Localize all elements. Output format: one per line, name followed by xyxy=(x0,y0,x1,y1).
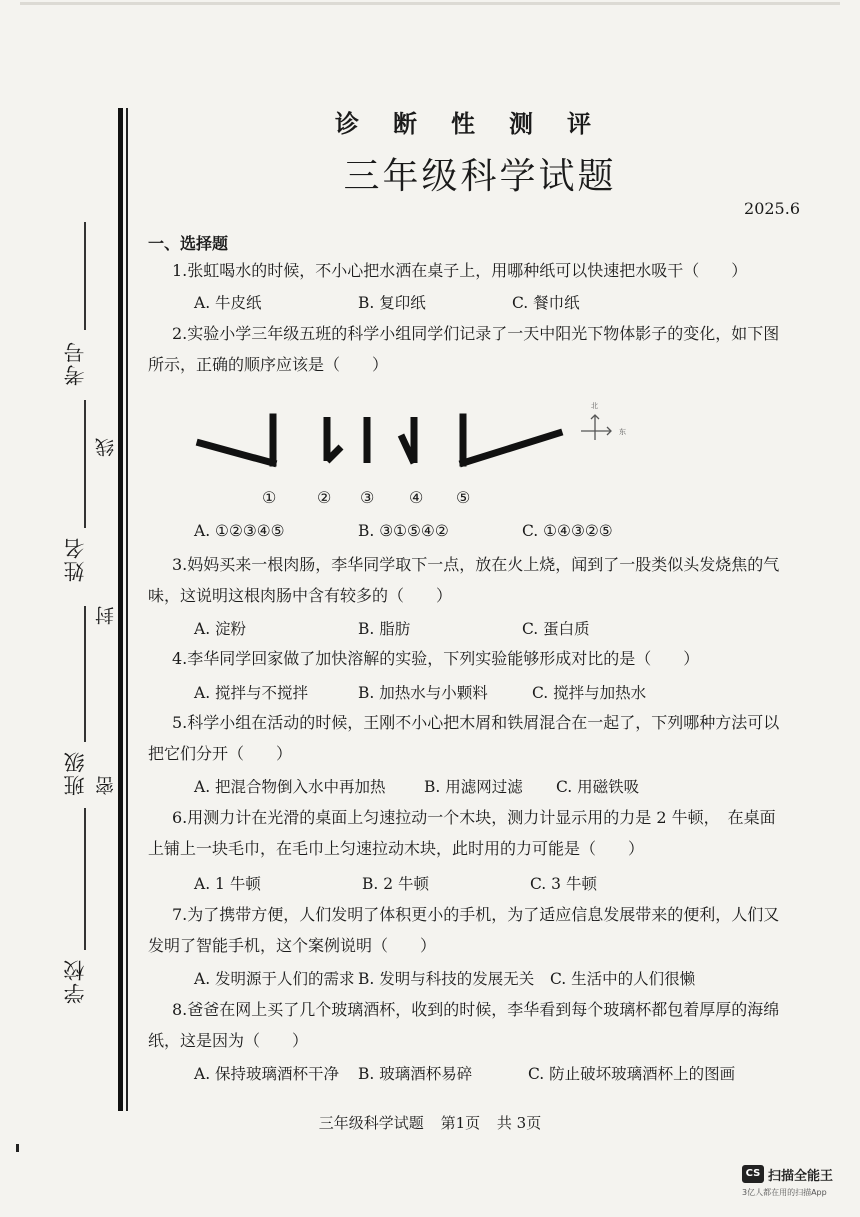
figure-label-2: ② xyxy=(317,488,332,507)
option-c: C. 3 牛顿 xyxy=(530,875,597,893)
option-b: B. 玻璃酒杯易碎 xyxy=(358,1065,473,1083)
scan-edge xyxy=(20,2,840,5)
figure-label-5: ⑤ xyxy=(456,488,471,507)
question-2: 2.实验小学三年级五班的科学小组同学们记录了一天中阳光下物体影子的变化，如下图所示，正确的顺序应该是（ ） xyxy=(148,324,780,374)
footer-subject: 三年级科学试题 xyxy=(318,1114,424,1132)
option-c: C. 生活中的人们很懒 xyxy=(550,970,696,988)
field-line-kaohao xyxy=(84,222,86,330)
question-1: 1.张虹喝水的时候，不小心把水洒在桌子上，用哪种纸可以快速把水吸干（ ） xyxy=(172,261,748,280)
option-a: A. 淀粉 xyxy=(194,620,247,638)
option-b: B. 2 牛顿 xyxy=(362,875,430,893)
scanner-logo-icon: CS xyxy=(742,1165,764,1183)
option-b: B. 复印纸 xyxy=(358,294,426,312)
option-a: A. ①②③④⑤ xyxy=(194,522,285,540)
scanner-watermark xyxy=(742,1165,852,1205)
field-label-banji: 班级 xyxy=(63,750,87,796)
option-a: A. 把混合物倒入水中再加热 xyxy=(194,778,386,796)
option-b: B. 脂肪 xyxy=(358,620,411,638)
field-line-xuexiao xyxy=(84,808,86,950)
seal-mark-feng: 封 xyxy=(95,606,117,625)
question-6: 6.用测力计在光滑的桌面上匀速拉动一个木块，测力计显示用的力是 2 牛顿， 在桌面上铺上一块毛巾，在毛巾上匀速拉动木块，此时用的力可能是（ ） xyxy=(148,808,776,858)
option-c: C. ①④③②⑤ xyxy=(522,522,613,540)
option-a: A. 牛皮纸 xyxy=(194,294,262,312)
option-a: A. 搅拌与不搅拌 xyxy=(194,684,309,702)
compass-north-label: 北 xyxy=(591,402,598,410)
page-footer xyxy=(0,1112,860,1133)
shadow-5-icon xyxy=(463,417,559,463)
option-c: C. 餐巾纸 xyxy=(512,294,580,312)
question-3: 3.妈妈买来一根肉肠，李华同学取下一点，放在火上烧，闻到了一股类似头发烧焦的气味，这说明这根肉肠中含有较多的（ ） xyxy=(148,555,780,605)
option-b: B. ③①⑤④② xyxy=(358,522,449,540)
option-b: B. 加热水与小颗料 xyxy=(358,684,488,702)
shadow-1-icon xyxy=(200,417,273,463)
question-7: 7.为了携带方便，人们发明了体积更小的手机，为了适应信息发展带来的便利，人们又发明了智能手机，这个案例说明（ ） xyxy=(148,905,780,955)
exam-title: 三年级科学试题 xyxy=(343,156,617,197)
field-label-kaohao: 考号 xyxy=(63,340,87,386)
binding-rule-thin xyxy=(126,108,128,1111)
field-label-xingming: 姓名 xyxy=(63,536,87,582)
option-a: A. 发明源于人们的需求 xyxy=(194,970,355,988)
footer-page-number: 第1页 xyxy=(440,1114,481,1132)
figure-label-4: ④ xyxy=(409,488,424,507)
exam-date: 2025.6 xyxy=(744,199,800,218)
figure-label-3: ③ xyxy=(360,488,375,507)
field-label-xuexiao: 学校 xyxy=(63,958,87,1004)
option-a: A. 1 牛顿 xyxy=(194,875,261,893)
exam-subtitle: 诊断性测评 xyxy=(335,110,625,138)
option-c: C. 用磁铁吸 xyxy=(556,778,640,796)
option-c: C. 搅拌与加热水 xyxy=(532,684,647,702)
question-8: 8.爸爸在网上买了几个玻璃酒杯，收到的时候，李华看到每个玻璃杯都包着厚厚的海绵纸，这是因为（ ） xyxy=(148,1000,780,1050)
scanner-tagline: 3亿人都在用的扫描App xyxy=(742,1188,827,1197)
shadow-4-icon xyxy=(401,417,414,463)
seal-mark-mi: 密 xyxy=(95,776,117,795)
scanner-app-name: 扫描全能王 xyxy=(768,1169,834,1184)
question-5: 5.科学小组在活动的时候，王刚不小心把木屑和铁屑混合在一起了，下列哪种方法可以把它们分开（ ） xyxy=(148,713,780,763)
footer-total-pages: 共 3页 xyxy=(496,1114,542,1132)
figure-label-1: ① xyxy=(262,488,277,507)
question-4: 4.李华同学回家做了加快溶解的实验，下列实验能够形成对比的是（ ） xyxy=(172,649,700,668)
compass-icon xyxy=(581,415,611,440)
scan-speck xyxy=(16,1144,19,1152)
shadow-2-icon xyxy=(327,417,341,461)
field-line-banji xyxy=(84,606,86,742)
shadow-figure xyxy=(195,395,645,475)
field-line-xingming xyxy=(84,400,86,528)
option-c: C. 蛋白质 xyxy=(522,620,590,638)
section-heading: 一、选择题 xyxy=(148,234,229,253)
option-c: C. 防止破坏玻璃酒杯上的图画 xyxy=(528,1065,736,1083)
compass-east-label: 东 xyxy=(619,428,626,436)
option-b: B. 发明与科技的发展无关 xyxy=(358,970,535,988)
seal-mark-xian: 线 xyxy=(95,438,117,457)
option-b: B. 用滤网过滤 xyxy=(424,778,523,796)
option-a: A. 保持玻璃酒杯干净 xyxy=(194,1065,340,1083)
